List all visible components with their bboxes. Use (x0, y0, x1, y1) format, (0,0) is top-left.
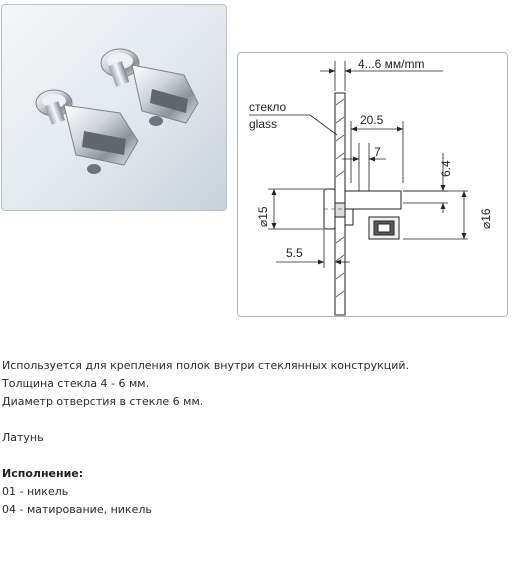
execution-option: 01 - никель (2, 485, 69, 498)
dimension-7 (342, 143, 386, 193)
usage-text: Используется для крепления полок внутри стеклянных конструкций. (2, 359, 410, 372)
product-photo (1, 4, 227, 211)
thickness-label: 4...6 мм/mm (358, 57, 425, 71)
thickness-dimension (320, 57, 443, 91)
glass-label (249, 100, 337, 135)
dim-5-5-label: 5.5 (286, 246, 303, 260)
dimension-15 (256, 189, 324, 229)
dim-15-label: ⌀15 (256, 206, 270, 227)
hole-diameter-text: Диаметр отверстия в стекле 6 мм. (2, 395, 204, 408)
material-text: Латунь (2, 431, 44, 444)
technical-drawing (237, 52, 508, 317)
dim-6-4-label: 6.4 (439, 160, 453, 177)
dimension-6-4 (403, 153, 453, 213)
execution-heading: Исполнение: (2, 467, 84, 480)
dim-20-5-label: 20.5 (360, 113, 384, 127)
glass-label-en: glass (249, 117, 278, 131)
execution-option: 04 - матирование, никель (2, 503, 152, 516)
product-description (2, 357, 502, 519)
dim-16-label: ⌀16 (479, 208, 493, 229)
glass-thickness-text: Толщина стекла 4 - 6 мм. (2, 377, 150, 390)
shelf-clamp-photo (2, 5, 227, 211)
glass-label-ru: стекло (249, 100, 287, 114)
dimension-16 (403, 191, 493, 239)
front-clamp (36, 90, 138, 174)
dim-7-label: 7 (374, 145, 381, 159)
drawing-canvas (238, 53, 508, 317)
